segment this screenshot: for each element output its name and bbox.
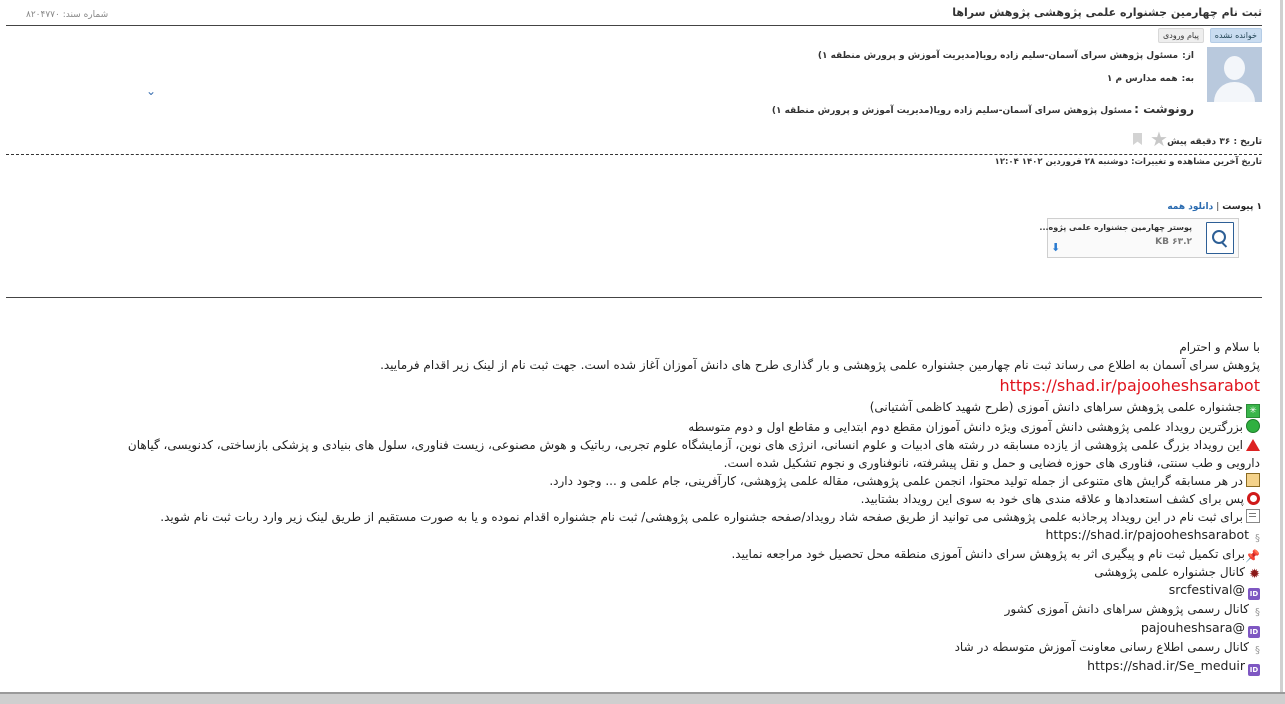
list-item [110, 526, 1260, 545]
star-icon[interactable]: ★ [1150, 127, 1168, 151]
magnifier-lens-shape [1212, 230, 1226, 244]
file-preview-icon[interactable] [1206, 222, 1234, 254]
red-triangle-icon [1246, 439, 1260, 451]
sender-avatar [1207, 47, 1262, 102]
cc-label: رونوشت : [1134, 102, 1194, 116]
list-item-text: این رویداد بزرگ علمی پژوهشی از یازده مسابقه در رشته های ادبیات و علوم انسانی، انرژی های نوین، آزمایشگاه علوم تجربی، رباتیک و هوش مصنوعی، زیست فناوری، سلول های بنیادی و پزشکی بازساختی، کدنویسی، گیاهان دارویی و طب سنتی، فناوری های حوزه فضایی و حمل و نقل پیشرفته، نانوفناوری و نجوم تشکیل شده است. [127, 438, 1260, 470]
id-icon: ID [1249, 628, 1259, 636]
list-item [110, 657, 1260, 676]
pushpin-icon: 📌 [1245, 549, 1260, 563]
from-value[interactable]: مسئول پژوهش سرای آسمان-سلیم زاده رویا(مدیریت آموزش و پرورش منطقه ۱) [817, 51, 1179, 61]
download-icon[interactable]: ⬇ [1051, 241, 1061, 254]
attachment-count: ۱ پیوست [1222, 202, 1262, 212]
list-item [110, 490, 1260, 508]
to-value[interactable]: همه مدارس م ۱ [1106, 74, 1178, 84]
magnifier-handle-shape [1221, 241, 1227, 247]
channel-label: کانال جشنواره علمی پژوهشی [1094, 565, 1245, 579]
message-title: ثبت نام چهارمین جشنواره علمی پژوهشی پژوهش سراها [952, 6, 1262, 19]
list-item-text: برای تکمیل ثبت نام و پیگیری اثر به پژوهش سرای دانش آموزی منطقه محل تحصیل خود مراجعه نمایید. [731, 547, 1245, 561]
list-item [110, 619, 1260, 638]
header-divider [6, 25, 1262, 26]
list-item [110, 436, 1260, 472]
avatar-head-shape [1224, 56, 1245, 80]
cc-line [772, 102, 1194, 116]
document-number: شماره سند: ۸۲۰۴۷۷۰ [26, 10, 109, 20]
attachment-card[interactable] [1039, 218, 1239, 258]
intro-paragraph: پژوهش سرای آسمان به اطلاع می رساند ثبت نام چهارمین جشنواره علمی پژوهشی و بار گذاری طرح های دانش آموزان آغاز شده است. جهت ثبت نام از لینک زیر اقدام فرمایید. [380, 358, 1260, 372]
list-item [110, 563, 1260, 581]
avatar-body-shape [1214, 82, 1255, 102]
bookmark-icon[interactable] [1133, 133, 1142, 145]
paperclip-icon: § [1255, 607, 1260, 618]
separator: | [1216, 202, 1220, 212]
to-line [1107, 74, 1194, 84]
memo-icon [1246, 509, 1260, 523]
dotted-divider [6, 154, 1262, 155]
list-item [110, 600, 1260, 619]
attachment-file-name: پوستر چهارمین جشنواره علمی پژوه... [1039, 223, 1192, 232]
list-item-text: جشنواره علمی پژوهش سراهای دانش آموزی (طرح شهید کاظمی آشتیانی) [869, 400, 1243, 414]
sparkle-icon: ✳ [1246, 404, 1260, 418]
inbox-badge: پیام ورودی [1158, 28, 1204, 43]
date-value: ۳۶ دقیقه پیش [1167, 137, 1231, 147]
list-item-text: برای ثبت نام در این رویداد پرجاذبه علمی پژوهشی می توانید از طریق صفحه شاد رویداد/صفحه جشنواره علمی پژوهشی/ ثبت نام جشنواره اقدام نموده و یا به صورت مستقیم از طریق لینک زیر وارد ربات ثبت نام شوید. [160, 510, 1243, 524]
chevron-down-icon[interactable]: ⌄ [146, 84, 157, 98]
registration-bot-link[interactable]: https://shad.ir/pajooheshsarabot [1045, 527, 1249, 542]
list-item [110, 508, 1260, 526]
body-divider [6, 297, 1262, 298]
list-item [110, 581, 1260, 600]
list-item [110, 638, 1260, 657]
channel-label: کانال رسمی اطلاع رسانی معاونت آموزش متوسطه در شاد [954, 640, 1249, 654]
attachment-file-size: ۶۳.۲ KB [1155, 237, 1192, 247]
registration-link[interactable]: https://shad.ir/pajooheshsarabot [999, 376, 1260, 395]
list-item-text: بزرگترین رویداد علمی پژوهشی دانش آموزی ویژه دانش آموزان مقطع دوم ابتدایی و مقاطع اول و دوم متوسطه [688, 420, 1243, 434]
sun-gear-icon: ✹ [1249, 567, 1260, 582]
paperclip-icon: § [1255, 533, 1260, 544]
cc-value[interactable]: مسئول پژوهش سرای آسمان-سلیم زاده رویا(مدیریت آموزش و پرورش منطقه ۱) [771, 106, 1133, 116]
channel-label: کانال رسمی پژوهش سراهای دانش آموزی کشور [1004, 602, 1249, 616]
card-box-icon [1246, 473, 1260, 487]
message-body [110, 338, 1260, 676]
unread-badge: خوانده نشده [1210, 28, 1262, 43]
paperclip-icon: § [1255, 645, 1260, 656]
list-item-text: در هر مسابقه گرایش های متنوعی از جمله تولید محتوا، انجمن علمی پژوهشی، مقاله علمی پژوهشی، کارآفرینی، جام علمی و ... وجود دارد. [549, 474, 1243, 488]
id-icon: ID [1249, 666, 1259, 674]
list-item [110, 418, 1260, 436]
horizontal-scrollbar[interactable] [0, 692, 1285, 704]
channel-id[interactable]: @srcfestival [1168, 582, 1245, 597]
list-item-text: پس برای کشف استعدادها و علاقه مندی های خود به سوی این رویداد بشتابید. [860, 492, 1244, 506]
id-icon: ID [1249, 590, 1259, 598]
list-item [110, 398, 1260, 418]
red-ring-icon [1247, 492, 1260, 505]
channel-id[interactable]: @pajouheshsara [1140, 620, 1245, 635]
from-label: از: [1182, 51, 1194, 61]
list-item [110, 472, 1260, 490]
date-label: تاریخ : [1233, 137, 1262, 147]
from-line [818, 51, 1194, 61]
date-line [1167, 137, 1262, 147]
green-circle-icon [1246, 419, 1260, 433]
channel-id[interactable]: https://shad.ir/Se_meduir [1087, 658, 1245, 673]
download-all-link[interactable]: دانلود همه [1167, 202, 1214, 212]
greeting: با سلام و احترام [1179, 340, 1260, 354]
list-item [110, 545, 1260, 563]
last-seen-info: تاریخ آخرین مشاهده و تغییرات: دوشنبه ۲۸ فروردین ۱۴۰۲ ۱۲:۰۴ [994, 157, 1262, 167]
attachments-header [1167, 202, 1262, 212]
to-label: به: [1181, 74, 1194, 84]
